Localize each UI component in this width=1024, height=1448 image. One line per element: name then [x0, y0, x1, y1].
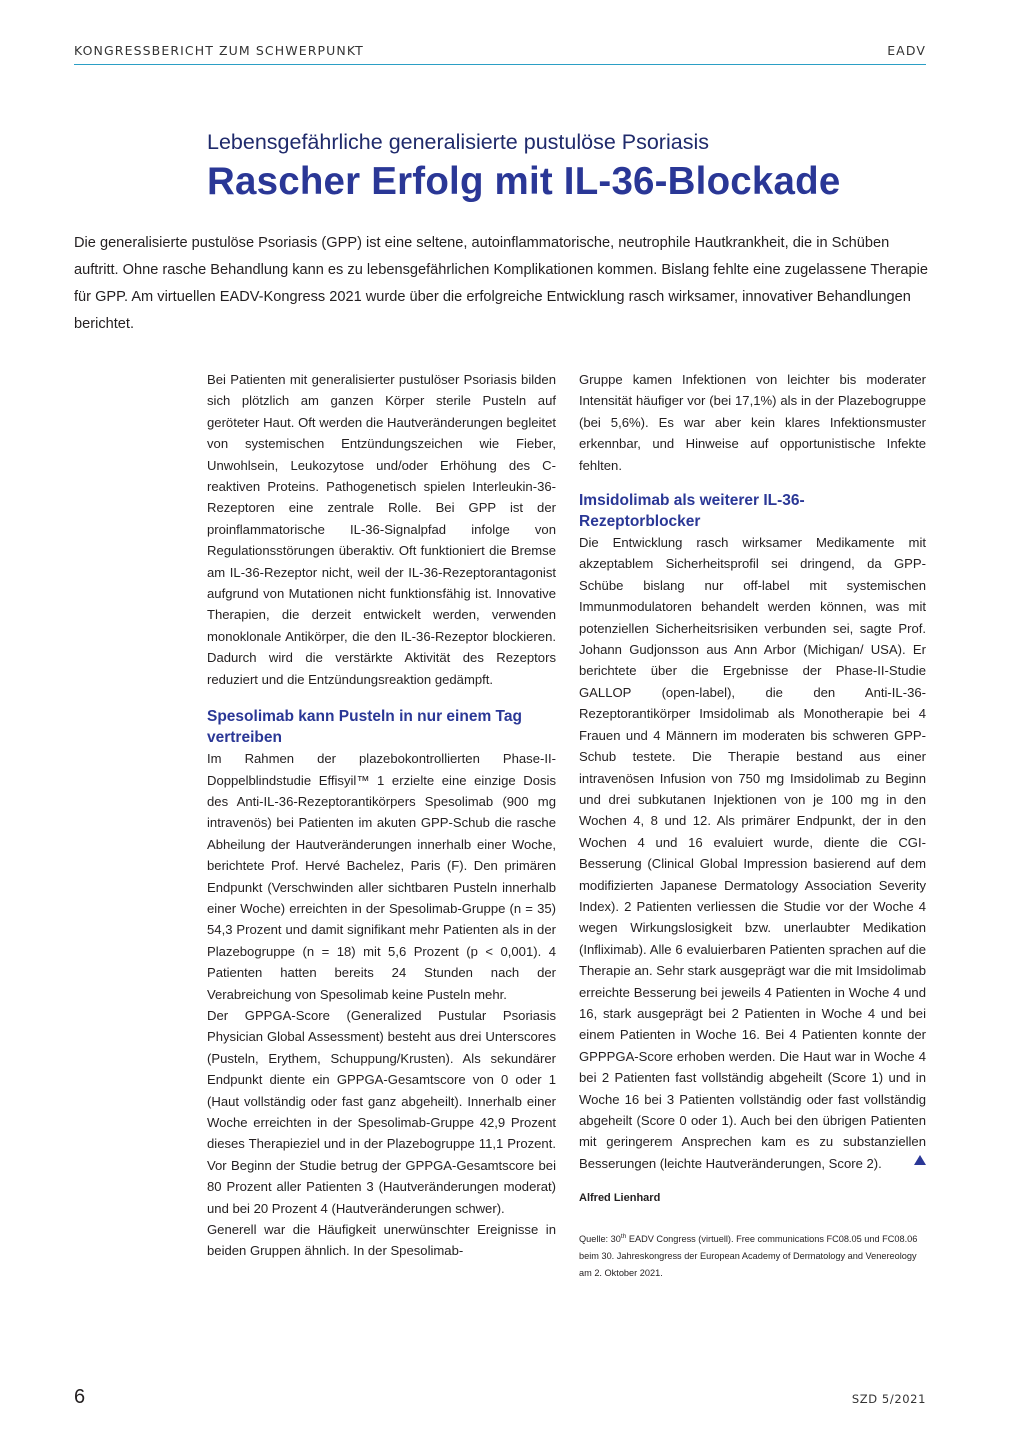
section-heading: Imsidolimab als weiterer IL-36-Rezeptorblocker [579, 492, 805, 531]
section-label: KONGRESSBERICHT ZUM SCHWERPUNKT [74, 43, 364, 58]
source-note [579, 1228, 926, 1282]
article-kicker: Lebensgefährliche generalisierte pustulöse Psoriasis [207, 130, 709, 154]
author-name: Alfred Lienhard [579, 1192, 661, 1205]
end-of-article-triangle-icon [914, 1155, 926, 1165]
issue-label: SZD 5/2021 [851, 1392, 926, 1406]
source-superscript: th [620, 1232, 627, 1240]
source-text-cont: EADV Congress (virtuell). Free communications FC08.05 und FC08.06 beim 30. Jahreskongress der European Academy of Dermatology and Venereology am 2. Oktober 2021. [579, 1233, 918, 1278]
topic-label: EADV [887, 43, 926, 58]
article-lead: Die generalisierte pustulöse Psoriasis (GPP) ist eine seltene, autoinflammatorische, neutrophile Hautkrankheit, die in Schüben auftritt. Ohne rasche Behandlung kann es zu lebensgefährlichen Komplikationen kommen. Bislang fehlte eine zugelassene Therapie für GPP. Am virtuellen EADV-Kongress 2021 wurde über die erfolgreiche Entwicklung rasch wirksamer, innovativer Behandlungen berichtet. [74, 235, 929, 332]
article-title: Rascher Erfolg mit IL-36-Blockade [207, 160, 841, 203]
running-header [74, 40, 926, 65]
paragraph: Im Rahmen der plazebokontrollierten Phase-II-Doppelblindstudie Effisyil™ 1 erzielte eine einzige Dosis des Anti-IL-36-Rezeptorantikörpers Spesolimab (900 mg intravenös) bei Patienten im akuten GPP-Schub die rasche Abheilung der Hautveränderungen innerhalb einer Woche, berichtete Prof. Hervé Bachelez, Paris (F). Den primären Endpunkt (Verschwinden aller sichtbaren Pusteln innerhalb einer Woche) erreichten in der Spesolimab-Gruppe (n = 35) 54,3 Prozent und damit signifikant mehr Patienten als in der Plazebogruppe (n = 18) mit 5,6 Prozent (p < 0,001). 4 Patienten hatten bereits 24 Stunden nach der Verabreichung von Spesolimab keine Pusteln mehr. [207, 751, 556, 1002]
source-text: Quelle: 30 [579, 1233, 621, 1244]
text-column-left [207, 369, 556, 1262]
section-heading: Spesolimab kann Pusteln in nur einem Tag vertreiben [207, 708, 522, 747]
paragraph: Gruppe kamen Infektionen von leichter bis moderater Intensität häufiger vor (bei 17,1%) als in der Plazebogruppe (bei 5,6%). Es war aber kein klares Infektionsmuster erkennbar, und Hinweise auf opportunistische Infekte fehlten. [579, 372, 926, 473]
paragraph: Der GPPGA-Score (Generalized Pustular Psoriasis Physician Global Assessment) besteht aus drei Unterscores (Pusteln, Erythem, Schuppung/Krusten). Als sekundärer Endpunkt diente ein GPPGA-Gesamtscore von 0 oder 1 (Haut vollständig oder fast ganz abgeheilt). Innerhalb einer Woche erreichten in der Spesolimab-Gruppe 42,9 Prozent dieses Therapieziel und in der Plazebogruppe 11,1 Prozent. Vor Beginn der Studie betrug der GPPGA-Gesamtscore bei 80 Prozent aller Patienten 3 (Hautveränderungen moderat) und bei 20 Prozent 4 (Hautveränderungen schwer). [207, 1007, 556, 1216]
page-number: 6 [74, 1386, 86, 1408]
paragraph: Die Entwicklung rasch wirksamer Medikamente mit akzeptablem Sicherheitsprofil sei dringend, da GPP-Schübe bislang nur off-label mit systemischen Immunmodulatoren behandelt werden können, was mit potenziellen Sicherheitsrisiken verbunden sei, sagte Prof. Johann Gudjonsson aus Ann Arbor (Michigan/ USA). Er berichtete über die Ergebnisse der Phase-II-Studie GALLOP (open-label), die den Anti-IL-36-Rezeptorantikörper Imsidolimab als Monotherapie bei 4 Frauen und 4 Männern im moderaten bis schweren GPP-Schub testete. Die Therapie bestand aus einer intravenösen Infusion von 750 mg Imsidolimab zu Beginn und drei subkutanen Injektionen von je 100 mg in den Wochen 4, 8 und 12. Als primärer Endpunkt, der in den Wochen 4 und 16 evaluiert wurde, diente die CGI-Besserung (Clinical Global Impression basierend auf dem modifizierten Japanese Dermatology Association Severity Index). 2 Patienten verliessen die Studie vor der Woche 4 wegen Wirkungslosigkeit bzw. unerlaubter Medikation (Infliximab). Alle 6 evaluierbaren Patienten sprachen auf die Therapie an. Sehr stark ausgeprägt war die mit Imsidolimab erreichte Besserung bei jeweils 4 Patienten in Woche 4 und 16, stark ausgeprägt bei 2 Patienten in Woche 4 und bei einem Patienten in Woche 16. Bei 4 Patienten konnte der GPPPGA-Score erhoben werden. Die Haut war in Woche 4 bei 2 Patienten fast vollständig abgeheilt (Score 1) und in Woche 16 bei 3 Patienten vollständig oder fast vollständig abgeheilt (Score 0 oder 1). Auch bei den übrigen Patienten mit geringerem Ansprechen kam es zu substanziellen Besserungen (leichte Hautveränderungen, Score 2). [579, 535, 926, 1171]
paragraph: Bei Patienten mit generalisierter pustulöser Psoriasis bilden sich plötzlich am ganzen Körper sterile Pusteln auf geröteter Haut. Oft werden die Hautveränderungen begleitet von systemischen Entzündungszeichen wie Fieber, Unwohlsein, Leukozytose und/oder Erhöhung des C-reaktiven Proteins. Pathogenetisch spielen Interleukin-36-Rezeptoren eine zentrale Rolle. Bei GPP ist der proinflammatorische IL-36-Signalpfad infolge von Regulationsstörungen überaktiv. Oft funktioniert die Bremse am IL-36-Rezeptor nicht, weil der IL-36-Rezeptorantagonist aufgrund von Mutationen nicht funktionsfähig ist. Innovative Therapien, die derzeit entwickelt werden, verwenden monoklonale Antikörper, die den IL-36-Rezeptor blockieren. Dadurch wird die verstärkte Aktivität des Rezeptors reduziert und die Entzündungsreaktion gedämpft. [207, 372, 556, 687]
text-column-right [579, 369, 926, 1282]
paragraph: Generell war die Häufigkeit unerwünschter Ereignisse in beiden Gruppen ähnlich. In der Spesolimab- [207, 1222, 556, 1259]
